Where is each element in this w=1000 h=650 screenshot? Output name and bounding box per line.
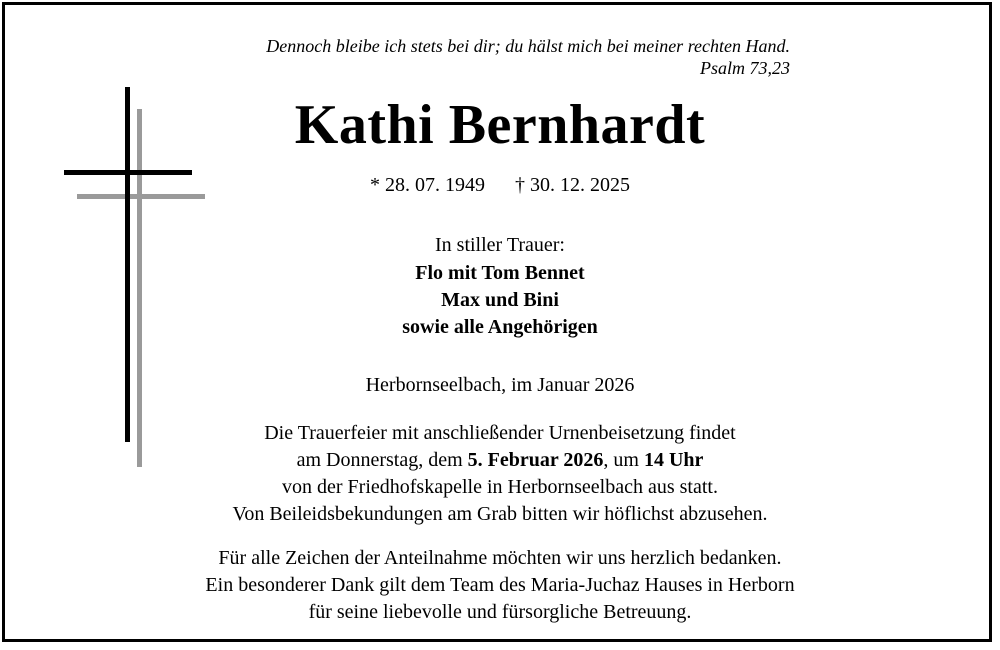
birth-date: * 28. 07. 1949 — [370, 174, 485, 196]
cross-dark-vertical-bar — [125, 87, 130, 442]
service-time: 14 Uhr — [643, 449, 704, 471]
thanks-line: für seine liebevolle und fürsorgliche Betreuung. — [308, 601, 692, 623]
place-and-date: Herbornseelbach, im Januar 2026 — [365, 374, 635, 396]
verse-reference: Psalm 73,23 — [700, 58, 790, 78]
mourner-name: Flo mit Tom Bennet — [415, 262, 585, 284]
verse-text: Dennoch bleibe ich stets bei dir; du hälst mich bei meiner rechten Hand. — [266, 36, 790, 56]
service-date: 5. Februar 2026 — [467, 449, 604, 471]
cross-grey-vertical-bar — [137, 109, 142, 467]
service-details — [140, 420, 860, 528]
cross-grey-horizontal-bar — [77, 194, 205, 199]
death-date: † 30. 12. 2025 — [515, 174, 630, 196]
mourner-name: sowie alle Angehörigen — [402, 316, 598, 338]
thanks-line: Für alle Zeichen der Anteilnahme möchten wir uns herzlich bedanken. — [218, 547, 782, 569]
cross-dark-horizontal-bar — [64, 170, 192, 175]
mourners-label: In stiller Trauer: — [435, 234, 565, 256]
life-dates — [200, 172, 800, 198]
service-line-text: am Donnerstag, dem — [296, 449, 468, 471]
service-line: von der Friedhofskapelle in Herbornseelbach aus statt. — [282, 476, 718, 498]
bible-verse — [150, 35, 790, 79]
service-line — [140, 447, 860, 474]
thanks-message — [100, 545, 900, 626]
thanks-line: Ein besonderer Dank gilt dem Team des Maria-Juchaz Hauses in Herborn — [205, 574, 795, 596]
deceased-name: Kathi Bernhardt — [294, 94, 706, 156]
service-line: Die Trauerfeier mit anschließender Urnenbeisetzung findet — [264, 422, 736, 444]
mourner-name: Max und Bini — [441, 289, 559, 311]
service-line-text: , um — [603, 449, 644, 471]
mourners-list — [200, 260, 800, 341]
service-line: Von Beileidsbekundungen am Grab bitten wir höflichst abzusehen. — [232, 503, 768, 525]
